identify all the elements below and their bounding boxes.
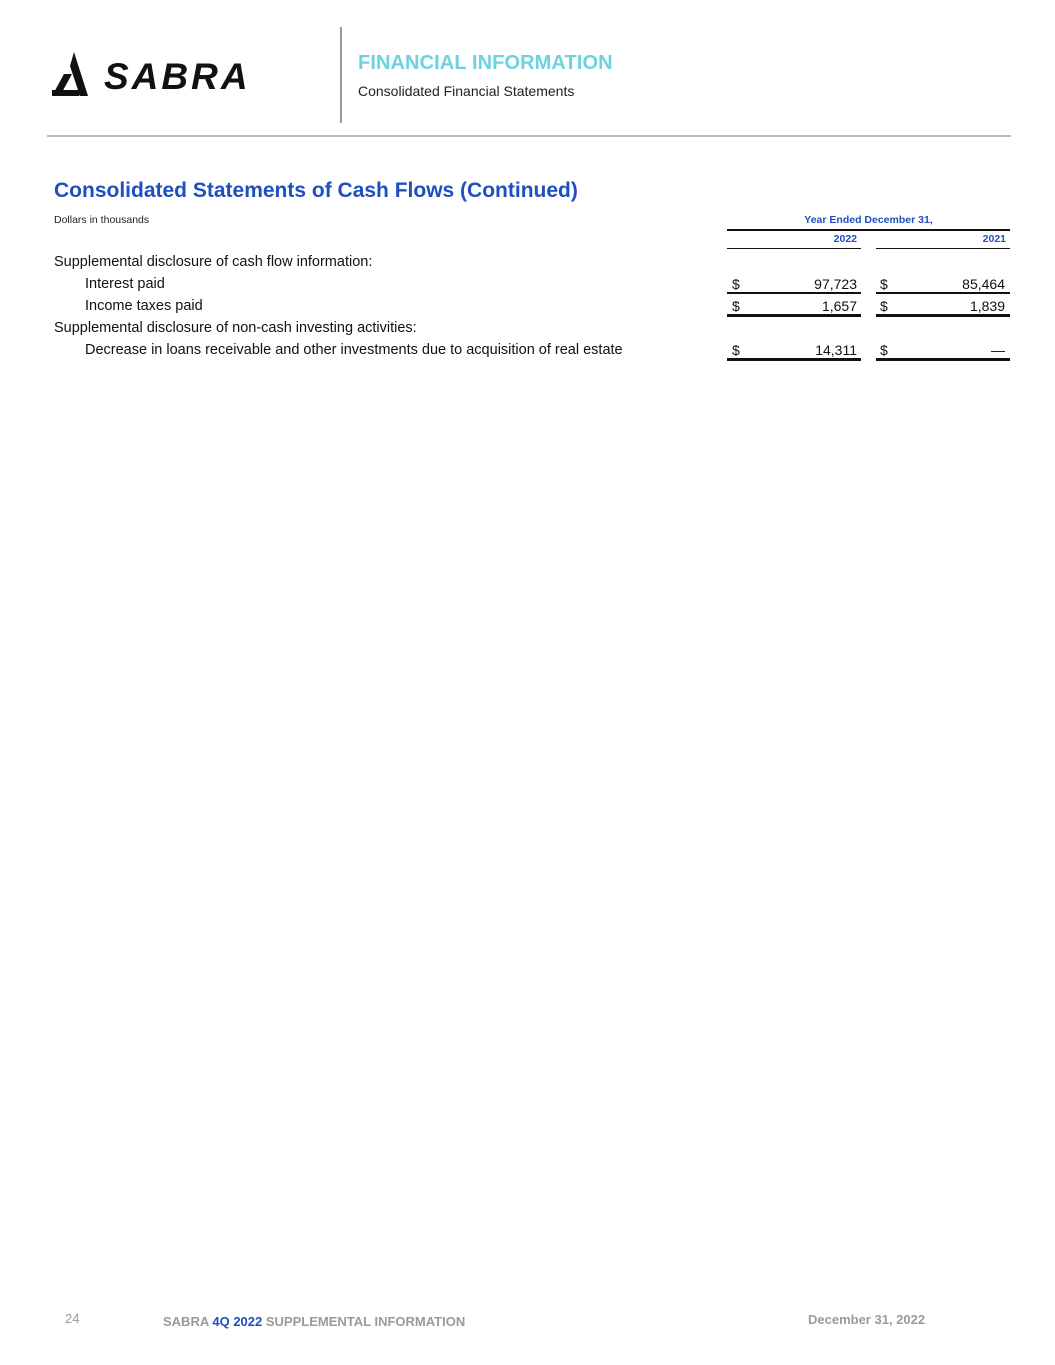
currency-symbol: $: [880, 276, 888, 292]
year-2021-rule: [876, 248, 1010, 249]
currency-symbol: $: [732, 276, 740, 292]
value-2022: 97,723: [814, 276, 857, 292]
footer-brand-highlight: 4Q 2022: [212, 1314, 263, 1329]
footer-brand-prefix: SABRA: [163, 1314, 209, 1329]
currency-symbol: $: [732, 298, 740, 314]
value-2021: 85,464: [962, 276, 1005, 292]
row-underline: [876, 292, 1010, 294]
header-vertical-divider: [340, 27, 342, 123]
row-underline: [727, 358, 861, 361]
page-number: 24: [65, 1311, 80, 1326]
section-title: FINANCIAL INFORMATION: [358, 52, 613, 74]
currency-symbol: $: [880, 298, 888, 314]
sabra-logo: [52, 52, 296, 98]
year-2022-rule: [727, 248, 861, 249]
table-row: [0, 317, 1055, 339]
statement-title: Consolidated Statements of Cash Flows (Continued): [54, 179, 578, 202]
section-subtitle: Consolidated Financial Statements: [358, 83, 575, 99]
value-2021: 1,839: [969, 298, 1005, 314]
row-label: Supplemental disclosure of cash flow information:: [54, 254, 373, 270]
period-header: Year Ended December 31,: [804, 214, 933, 226]
row-label: Income taxes paid: [85, 298, 203, 314]
footer-date: December 31, 2022: [808, 1312, 926, 1327]
currency-symbol: $: [880, 342, 888, 358]
value-2022: 14,311: [815, 342, 857, 358]
row-label: Supplemental disclosure of non-cash investing activities:: [54, 320, 417, 336]
footer-brand-suffix: SUPPLEMENTAL INFORMATION: [265, 1314, 466, 1329]
year-2021-header: 2021: [982, 233, 1006, 245]
footer-brand: [163, 1314, 465, 1329]
table-row: [0, 251, 1055, 273]
currency-symbol: $: [732, 342, 740, 358]
value-2022: 1,657: [821, 298, 857, 314]
header-horizontal-divider: [47, 135, 1011, 137]
period-header-rule: [727, 229, 1010, 231]
row-underline: [876, 358, 1010, 361]
row-underline: [727, 292, 861, 294]
year-2022-header: 2022: [833, 233, 857, 245]
svg-text:SABRA: SABRA: [104, 56, 251, 97]
row-label: Decrease in loans receivable and other investments due to acquisition of real estate: [85, 342, 623, 358]
value-2021: —: [991, 342, 1005, 358]
row-label: Interest paid: [85, 276, 165, 292]
units-note: Dollars in thousands: [54, 214, 150, 226]
